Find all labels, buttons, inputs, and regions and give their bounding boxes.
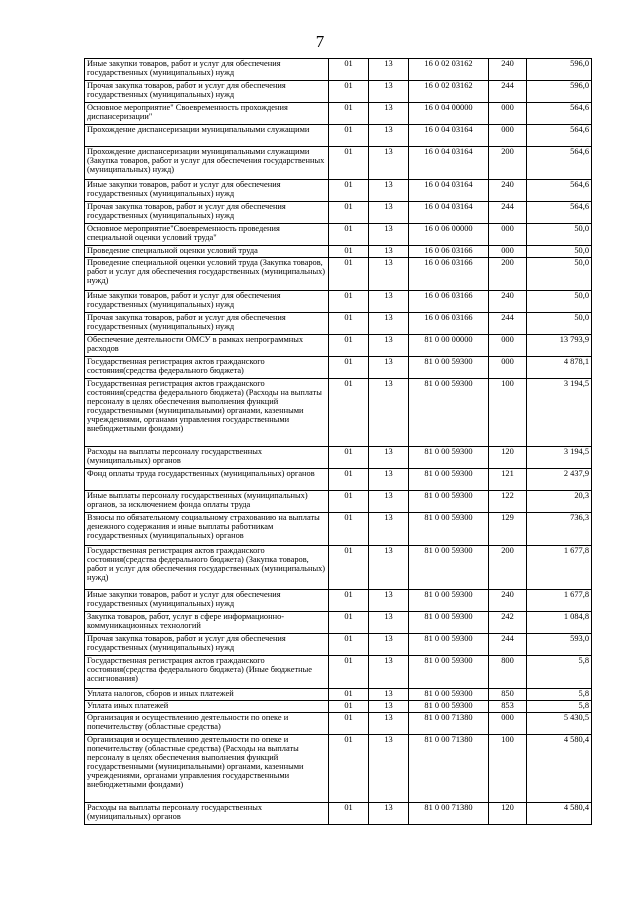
section-code-cell: 01 bbox=[329, 689, 369, 701]
table-row bbox=[85, 147, 592, 180]
table-row bbox=[85, 447, 592, 469]
item-name-cell: Иные закупки товаров, работ и услуг для обеспечения государственных (муниципальных) нужд bbox=[85, 59, 329, 81]
subsection-code-cell: 13 bbox=[369, 701, 409, 713]
expense-type-cell: 240 bbox=[489, 590, 527, 612]
table-row bbox=[85, 103, 592, 125]
item-name-cell: Государственная регистрация актов гражданского состояния(средства федерального бюджета) bbox=[85, 357, 329, 379]
item-name-cell: Фонд оплаты труда государственных (муниципальных) органов bbox=[85, 469, 329, 491]
target-article-cell: 81 0 00 00000 bbox=[409, 335, 489, 357]
amount-cell: 5,8 bbox=[527, 689, 592, 701]
target-article-cell: 16 0 06 03166 bbox=[409, 291, 489, 313]
expense-type-cell: 122 bbox=[489, 491, 527, 513]
target-article-cell: 81 0 00 59300 bbox=[409, 590, 489, 612]
expense-type-cell: 240 bbox=[489, 180, 527, 202]
subsection-code-cell: 13 bbox=[369, 713, 409, 735]
amount-cell: 1 084,8 bbox=[527, 612, 592, 634]
section-code-cell: 01 bbox=[329, 513, 369, 546]
subsection-code-cell: 13 bbox=[369, 656, 409, 689]
section-code-cell: 01 bbox=[329, 103, 369, 125]
subsection-code-cell: 13 bbox=[369, 513, 409, 546]
subsection-code-cell: 13 bbox=[369, 546, 409, 590]
table-row bbox=[85, 202, 592, 224]
expense-type-cell: 244 bbox=[489, 313, 527, 335]
table-row bbox=[85, 291, 592, 313]
table-row bbox=[85, 735, 592, 803]
target-article-cell: 16 0 06 03166 bbox=[409, 246, 489, 258]
table-row bbox=[85, 379, 592, 447]
target-article-cell: 81 0 00 71380 bbox=[409, 803, 489, 825]
budget-table-body bbox=[85, 59, 592, 825]
item-name-cell: Иные закупки товаров, работ и услуг для обеспечения государственных (муниципальных) нужд bbox=[85, 291, 329, 313]
target-article-cell: 16 0 06 03166 bbox=[409, 258, 489, 291]
expense-type-cell: 800 bbox=[489, 656, 527, 689]
target-article-cell: 16 0 04 03164 bbox=[409, 202, 489, 224]
subsection-code-cell: 13 bbox=[369, 491, 409, 513]
amount-cell: 564,6 bbox=[527, 125, 592, 147]
table-row bbox=[85, 590, 592, 612]
amount-cell: 13 793,9 bbox=[527, 335, 592, 357]
expense-type-cell: 000 bbox=[489, 713, 527, 735]
item-name-cell: Иные закупки товаров, работ и услуг для обеспечения государственных (муниципальных) нужд bbox=[85, 590, 329, 612]
section-code-cell: 01 bbox=[329, 701, 369, 713]
item-name-cell: Обеспечение деятельности ОМСУ в рамках непрограммных расходов bbox=[85, 335, 329, 357]
section-code-cell: 01 bbox=[329, 713, 369, 735]
table-row bbox=[85, 469, 592, 491]
item-name-cell: Основное мероприятие" Своевременность прохождения диспансеризации" bbox=[85, 103, 329, 125]
section-code-cell: 01 bbox=[329, 59, 369, 81]
amount-cell: 50,0 bbox=[527, 224, 592, 246]
subsection-code-cell: 13 bbox=[369, 224, 409, 246]
table-row bbox=[85, 313, 592, 335]
target-article-cell: 81 0 00 59300 bbox=[409, 357, 489, 379]
item-name-cell: Иные закупки товаров, работ и услуг для обеспечения государственных (муниципальных) нужд bbox=[85, 180, 329, 202]
section-code-cell: 01 bbox=[329, 357, 369, 379]
subsection-code-cell: 13 bbox=[369, 202, 409, 224]
subsection-code-cell: 13 bbox=[369, 103, 409, 125]
target-article-cell: 16 0 04 03164 bbox=[409, 180, 489, 202]
target-article-cell: 16 0 02 03162 bbox=[409, 59, 489, 81]
section-code-cell: 01 bbox=[329, 590, 369, 612]
item-name-cell: Прохождение диспансеризации муниципальными служащими (Закупка товаров, работ и услуг для обеспечения государственных (муниципальных) нужд) bbox=[85, 147, 329, 180]
target-article-cell: 81 0 00 59300 bbox=[409, 634, 489, 656]
expense-type-cell: 120 bbox=[489, 803, 527, 825]
page-number: 7 bbox=[315, 32, 325, 51]
section-code-cell: 01 bbox=[329, 224, 369, 246]
table-row bbox=[85, 656, 592, 689]
amount-cell: 593,0 bbox=[527, 634, 592, 656]
amount-cell: 5,8 bbox=[527, 656, 592, 689]
subsection-code-cell: 13 bbox=[369, 803, 409, 825]
budget-table bbox=[84, 58, 592, 825]
subsection-code-cell: 13 bbox=[369, 469, 409, 491]
section-code-cell: 01 bbox=[329, 546, 369, 590]
table-row bbox=[85, 513, 592, 546]
item-name-cell: Уплата иных платежей bbox=[85, 701, 329, 713]
section-code-cell: 01 bbox=[329, 447, 369, 469]
item-name-cell: Расходы на выплаты персоналу государственных (муниципальных) органов bbox=[85, 447, 329, 469]
target-article-cell: 81 0 00 59300 bbox=[409, 469, 489, 491]
amount-cell: 4 580,4 bbox=[527, 803, 592, 825]
expense-type-cell: 120 bbox=[489, 447, 527, 469]
expense-type-cell: 240 bbox=[489, 59, 527, 81]
expense-type-cell: 853 bbox=[489, 701, 527, 713]
amount-cell: 20,3 bbox=[527, 491, 592, 513]
section-code-cell: 01 bbox=[329, 735, 369, 803]
subsection-code-cell: 13 bbox=[369, 612, 409, 634]
item-name-cell: Иные выплаты персоналу государственных (муниципальных) органов, за исключением фонда оплаты труда bbox=[85, 491, 329, 513]
amount-cell: 564,6 bbox=[527, 103, 592, 125]
item-name-cell: Проведение специальной оценки условий труда (Закупка товаров, работ и услуг для обеспечения государственных (муниципальных) нужд) bbox=[85, 258, 329, 291]
target-article-cell: 81 0 00 59300 bbox=[409, 546, 489, 590]
amount-cell: 736,3 bbox=[527, 513, 592, 546]
item-name-cell: Государственная регистрация актов гражданского состояния(средства федерального бюджета) (Расходы на выплаты персоналу в целях обеспечения выполнения функций государственными (муниципальными) органами, казенными учреждениями, органами управления государственными внебюджетными фондами) bbox=[85, 379, 329, 447]
expense-type-cell: 240 bbox=[489, 291, 527, 313]
target-article-cell: 81 0 00 71380 bbox=[409, 713, 489, 735]
amount-cell: 2 437,9 bbox=[527, 469, 592, 491]
amount-cell: 4 878,1 bbox=[527, 357, 592, 379]
expense-type-cell: 100 bbox=[489, 379, 527, 447]
section-code-cell: 01 bbox=[329, 612, 369, 634]
expense-type-cell: 244 bbox=[489, 634, 527, 656]
table-row bbox=[85, 491, 592, 513]
expense-type-cell: 244 bbox=[489, 81, 527, 103]
amount-cell: 50,0 bbox=[527, 313, 592, 335]
amount-cell: 50,0 bbox=[527, 246, 592, 258]
item-name-cell: Уплата налогов, сборов и иных платежей bbox=[85, 689, 329, 701]
amount-cell: 4 580,4 bbox=[527, 735, 592, 803]
expense-type-cell: 000 bbox=[489, 335, 527, 357]
subsection-code-cell: 13 bbox=[369, 180, 409, 202]
target-article-cell: 16 0 02 03162 bbox=[409, 81, 489, 103]
table-row bbox=[85, 81, 592, 103]
section-code-cell: 01 bbox=[329, 81, 369, 103]
amount-cell: 596,0 bbox=[527, 59, 592, 81]
table-row bbox=[85, 357, 592, 379]
table-row bbox=[85, 59, 592, 81]
target-article-cell: 81 0 00 71380 bbox=[409, 735, 489, 803]
expense-type-cell: 100 bbox=[489, 735, 527, 803]
item-name-cell: Государственная регистрация актов гражданского состояния(средства федерального бюджета) (Иные бюджетные ассигнования) bbox=[85, 656, 329, 689]
table-row bbox=[85, 612, 592, 634]
subsection-code-cell: 13 bbox=[369, 291, 409, 313]
section-code-cell: 01 bbox=[329, 803, 369, 825]
subsection-code-cell: 13 bbox=[369, 689, 409, 701]
table-row bbox=[85, 180, 592, 202]
table-row bbox=[85, 689, 592, 701]
expense-type-cell: 000 bbox=[489, 224, 527, 246]
expense-type-cell: 200 bbox=[489, 546, 527, 590]
section-code-cell: 01 bbox=[329, 180, 369, 202]
expense-type-cell: 000 bbox=[489, 103, 527, 125]
subsection-code-cell: 13 bbox=[369, 447, 409, 469]
table-row bbox=[85, 713, 592, 735]
subsection-code-cell: 13 bbox=[369, 246, 409, 258]
item-name-cell: Государственная регистрация актов гражданского состояния(средства федерального бюджета) (Закупка товаров, работ и услуг для обеспечения государственных (муниципальных) нужд) bbox=[85, 546, 329, 590]
amount-cell: 50,0 bbox=[527, 258, 592, 291]
section-code-cell: 01 bbox=[329, 202, 369, 224]
expense-type-cell: 000 bbox=[489, 357, 527, 379]
expense-type-cell: 850 bbox=[489, 689, 527, 701]
expense-type-cell: 129 bbox=[489, 513, 527, 546]
amount-cell: 3 194,5 bbox=[527, 379, 592, 447]
section-code-cell: 01 bbox=[329, 469, 369, 491]
target-article-cell: 81 0 00 59300 bbox=[409, 689, 489, 701]
target-article-cell: 81 0 00 59300 bbox=[409, 612, 489, 634]
subsection-code-cell: 13 bbox=[369, 634, 409, 656]
expense-type-cell: 000 bbox=[489, 246, 527, 258]
item-name-cell: Прочая закупка товаров, работ и услуг для обеспечения государственных (муниципальных) нужд bbox=[85, 313, 329, 335]
amount-cell: 1 677,8 bbox=[527, 590, 592, 612]
table-row bbox=[85, 803, 592, 825]
section-code-cell: 01 bbox=[329, 291, 369, 313]
amount-cell: 5 430,5 bbox=[527, 713, 592, 735]
subsection-code-cell: 13 bbox=[369, 313, 409, 335]
subsection-code-cell: 13 bbox=[369, 125, 409, 147]
subsection-code-cell: 13 bbox=[369, 147, 409, 180]
target-article-cell: 81 0 00 59300 bbox=[409, 656, 489, 689]
section-code-cell: 01 bbox=[329, 313, 369, 335]
subsection-code-cell: 13 bbox=[369, 590, 409, 612]
table-row bbox=[85, 224, 592, 246]
table-row bbox=[85, 258, 592, 291]
item-name-cell: Взносы по обязательному социальному страхованию на выплаты денежного содержания и иные выплаты работникам государственных (муниципальных) органов bbox=[85, 513, 329, 546]
amount-cell: 3 194,5 bbox=[527, 447, 592, 469]
section-code-cell: 01 bbox=[329, 656, 369, 689]
expense-type-cell: 200 bbox=[489, 147, 527, 180]
item-name-cell: Прочая закупка товаров, работ и услуг для обеспечения государственных (муниципальных) нужд bbox=[85, 202, 329, 224]
item-name-cell: Организация и осуществлению деятельности по опеке и попечительству (областные средства) bbox=[85, 713, 329, 735]
table-row bbox=[85, 246, 592, 258]
target-article-cell: 16 0 04 03164 bbox=[409, 147, 489, 180]
section-code-cell: 01 bbox=[329, 335, 369, 357]
target-article-cell: 81 0 00 59300 bbox=[409, 491, 489, 513]
section-code-cell: 01 bbox=[329, 147, 369, 180]
subsection-code-cell: 13 bbox=[369, 335, 409, 357]
target-article-cell: 81 0 00 59300 bbox=[409, 447, 489, 469]
item-name-cell: Прочая закупка товаров, работ и услуг для обеспечения государственных (муниципальных) нужд bbox=[85, 634, 329, 656]
target-article-cell: 81 0 00 59300 bbox=[409, 379, 489, 447]
expense-type-cell: 200 bbox=[489, 258, 527, 291]
target-article-cell: 16 0 06 03166 bbox=[409, 313, 489, 335]
item-name-cell: Основное мероприятие"Своевременность проведения специальной оценки условий труда" bbox=[85, 224, 329, 246]
target-article-cell: 16 0 06 00000 bbox=[409, 224, 489, 246]
item-name-cell: Организация и осуществлению деятельности по опеке и попечительству (областные средства) (Расходы на выплаты персоналу в целях обеспечения выполнения функций государственными (муниципальными) органами, казенными учреждениями, органами управления государственными внебюджетными фондами) bbox=[85, 735, 329, 803]
section-code-cell: 01 bbox=[329, 634, 369, 656]
amount-cell: 1 677,8 bbox=[527, 546, 592, 590]
amount-cell: 596,0 bbox=[527, 81, 592, 103]
subsection-code-cell: 13 bbox=[369, 258, 409, 291]
subsection-code-cell: 13 bbox=[369, 735, 409, 803]
expense-type-cell: 242 bbox=[489, 612, 527, 634]
table-row bbox=[85, 546, 592, 590]
subsection-code-cell: 13 bbox=[369, 59, 409, 81]
target-article-cell: 16 0 04 00000 bbox=[409, 103, 489, 125]
expense-type-cell: 000 bbox=[489, 125, 527, 147]
table-row bbox=[85, 335, 592, 357]
item-name-cell: Проведение специальной оценки условий труда bbox=[85, 246, 329, 258]
subsection-code-cell: 13 bbox=[369, 357, 409, 379]
amount-cell: 564,6 bbox=[527, 180, 592, 202]
item-name-cell: Расходы на выплаты персоналу государственных (муниципальных) органов bbox=[85, 803, 329, 825]
item-name-cell: Прочая закупка товаров, работ и услуг для обеспечения государственных (муниципальных) нужд bbox=[85, 81, 329, 103]
section-code-cell: 01 bbox=[329, 125, 369, 147]
table-row bbox=[85, 125, 592, 147]
section-code-cell: 01 bbox=[329, 246, 369, 258]
section-code-cell: 01 bbox=[329, 379, 369, 447]
amount-cell: 50,0 bbox=[527, 291, 592, 313]
target-article-cell: 81 0 00 59300 bbox=[409, 513, 489, 546]
target-article-cell: 16 0 04 03164 bbox=[409, 125, 489, 147]
subsection-code-cell: 13 bbox=[369, 81, 409, 103]
item-name-cell: Прохождение диспансеризации муниципальными служащими bbox=[85, 125, 329, 147]
target-article-cell: 81 0 00 59300 bbox=[409, 701, 489, 713]
amount-cell: 564,6 bbox=[527, 202, 592, 224]
table-row bbox=[85, 701, 592, 713]
amount-cell: 564,6 bbox=[527, 147, 592, 180]
item-name-cell: Закупка товаров, работ, услуг в сфере информационно-коммуникационных технологий bbox=[85, 612, 329, 634]
subsection-code-cell: 13 bbox=[369, 379, 409, 447]
table-row bbox=[85, 634, 592, 656]
expense-type-cell: 244 bbox=[489, 202, 527, 224]
section-code-cell: 01 bbox=[329, 258, 369, 291]
expense-type-cell: 121 bbox=[489, 469, 527, 491]
section-code-cell: 01 bbox=[329, 491, 369, 513]
amount-cell: 5,8 bbox=[527, 701, 592, 713]
